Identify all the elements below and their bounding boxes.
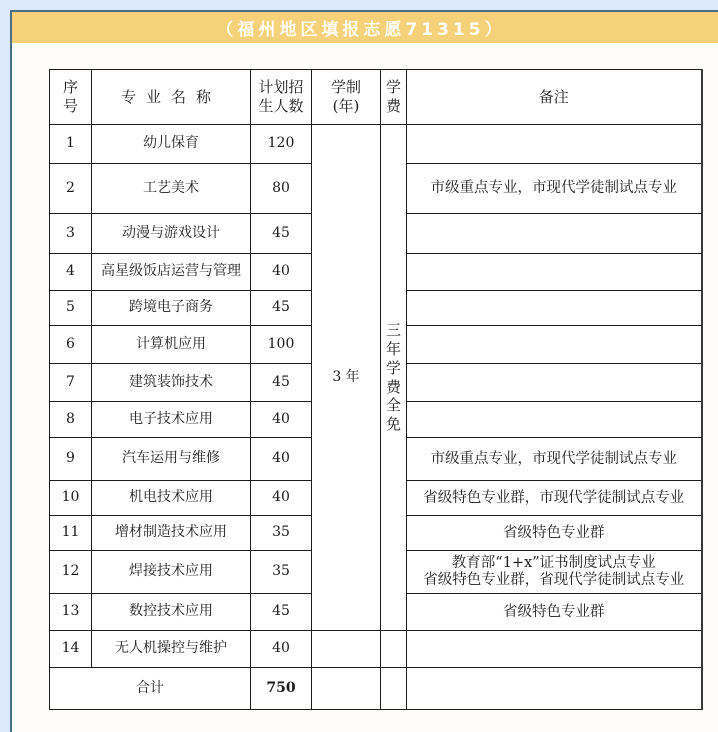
row-notes: 省级特色专业群 [407,594,702,631]
fee-cell: 三 年 学 费 全 免 [381,125,407,631]
row-major-name: 机电技术应用 [92,481,251,516]
panel-header [12,12,718,43]
row-index: 10 [50,481,92,516]
row-major-name: 动漫与游戏设计 [92,214,251,254]
row-notes: 教育部“1+x”证书制度试点专业 省级特色专业群，省现代学徒制试点专业 [407,551,702,594]
row-index: 5 [50,291,92,326]
total-quota: 750 [251,668,312,710]
total-notes-empty [407,668,702,710]
row-index: 12 [50,551,92,594]
table-header-row [50,70,702,125]
row-index: 8 [50,402,92,438]
row-quota: 35 [251,516,312,551]
row-major-name: 增材制造技术应用 [92,516,251,551]
row-index: 3 [50,214,92,254]
row-notes [407,254,702,291]
row-notes [407,364,702,402]
row-notes: 省级特色专业群，市现代学徒制试点专业 [407,481,702,516]
row-major-name: 高星级饭店运营与管理 [92,254,251,291]
row-quota: 100 [251,326,312,364]
row-quota: 40 [251,254,312,291]
row-notes [407,326,702,364]
row-quota: 80 [251,164,312,214]
header-quota: 计划招 生人数 [251,70,312,125]
row-index: 11 [50,516,92,551]
row-index: 6 [50,326,92,364]
row-index: 7 [50,364,92,402]
row-quota: 40 [251,402,312,438]
page-title: （福州地区填报志愿71315） [216,20,506,40]
enrollment-plan-table [49,69,703,710]
row-major-name: 建筑装饰技术 [92,364,251,402]
row-index: 9 [50,438,92,481]
row-notes: 省级特色专业群 [407,516,702,551]
row-index: 4 [50,254,92,291]
row-quota: 35 [251,551,312,594]
row-major-name: 焊接技术应用 [92,551,251,594]
row-quota: 45 [251,214,312,254]
row-quota: 120 [251,125,312,164]
header-notes: 备注 [407,70,702,125]
row-quota: 40 [251,631,312,668]
table-row [50,125,702,164]
row-quota: 45 [251,291,312,326]
total-fee-empty [381,668,407,710]
row-index: 1 [50,125,92,164]
row-fee-empty [381,631,407,668]
row-index: 13 [50,594,92,631]
table-row [50,631,702,668]
total-duration-empty [312,668,381,710]
row-notes [407,291,702,326]
row-notes [407,631,702,668]
row-quota: 40 [251,438,312,481]
row-notes [407,214,702,254]
duration-cell: 3 年 [312,125,381,631]
row-quota: 40 [251,481,312,516]
header-name: 专业名称 [92,70,251,125]
row-major-name: 无人机操控与维护 [92,631,251,668]
row-duration-empty [312,631,381,668]
header-index: 序 号 [50,70,92,125]
row-major-name: 跨境电子商务 [92,291,251,326]
row-major-name: 数控技术应用 [92,594,251,631]
row-major-name: 幼儿保育 [92,125,251,164]
row-notes: 市级重点专业，市现代学徒制试点专业 [407,438,702,481]
row-notes [407,125,702,164]
total-row [50,668,702,710]
header-duration: 学制 (年) [312,70,381,125]
total-label: 合计 [50,668,251,710]
row-index: 2 [50,164,92,214]
row-major-name: 工艺美术 [92,164,251,214]
row-notes: 市级重点专业，市现代学徒制试点专业 [407,164,702,214]
row-major-name: 电子技术应用 [92,402,251,438]
row-quota: 45 [251,364,312,402]
row-major-name: 计算机应用 [92,326,251,364]
row-quota: 45 [251,594,312,631]
row-major-name: 汽车运用与维修 [92,438,251,481]
row-notes [407,402,702,438]
row-index: 14 [50,631,92,668]
header-fee: 学 费 [381,70,407,125]
